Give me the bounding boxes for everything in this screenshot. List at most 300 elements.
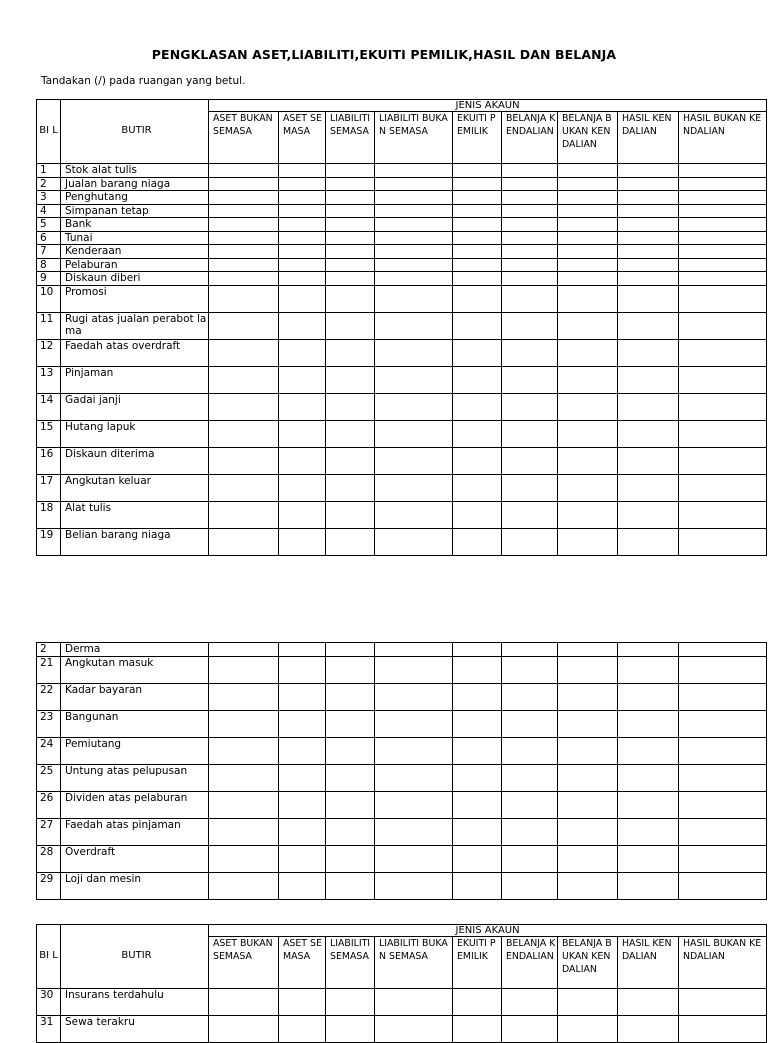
tick-cell[interactable] bbox=[502, 656, 558, 683]
tick-cell[interactable] bbox=[453, 420, 502, 447]
tick-cell[interactable] bbox=[453, 845, 502, 872]
tick-cell[interactable] bbox=[679, 339, 767, 366]
tick-cell[interactable] bbox=[326, 191, 375, 205]
tick-cell[interactable] bbox=[279, 845, 326, 872]
tick-cell[interactable] bbox=[558, 312, 618, 339]
tick-cell[interactable] bbox=[209, 204, 279, 218]
tick-cell[interactable] bbox=[558, 231, 618, 245]
tick-cell[interactable] bbox=[279, 447, 326, 474]
tick-cell[interactable] bbox=[502, 366, 558, 393]
tick-cell[interactable] bbox=[453, 272, 502, 286]
tick-cell[interactable] bbox=[279, 258, 326, 272]
tick-cell[interactable] bbox=[502, 791, 558, 818]
tick-cell[interactable] bbox=[375, 501, 453, 528]
tick-cell[interactable] bbox=[502, 393, 558, 420]
tick-cell[interactable] bbox=[453, 737, 502, 764]
tick-cell[interactable] bbox=[558, 710, 618, 737]
tick-cell[interactable] bbox=[618, 366, 679, 393]
tick-cell[interactable] bbox=[453, 710, 502, 737]
tick-cell[interactable] bbox=[279, 191, 326, 205]
tick-cell[interactable] bbox=[209, 366, 279, 393]
tick-cell[interactable] bbox=[618, 245, 679, 259]
tick-cell[interactable] bbox=[375, 218, 453, 232]
tick-cell[interactable] bbox=[209, 231, 279, 245]
tick-cell[interactable] bbox=[618, 272, 679, 286]
tick-cell[interactable] bbox=[279, 231, 326, 245]
tick-cell[interactable] bbox=[618, 204, 679, 218]
tick-cell[interactable] bbox=[209, 643, 279, 657]
tick-cell[interactable] bbox=[502, 872, 558, 899]
tick-cell[interactable] bbox=[502, 447, 558, 474]
tick-cell[interactable] bbox=[618, 528, 679, 555]
tick-cell[interactable] bbox=[502, 710, 558, 737]
tick-cell[interactable] bbox=[375, 339, 453, 366]
tick-cell[interactable] bbox=[618, 164, 679, 178]
tick-cell[interactable] bbox=[558, 989, 618, 1016]
tick-cell[interactable] bbox=[618, 447, 679, 474]
tick-cell[interactable] bbox=[558, 272, 618, 286]
tick-cell[interactable] bbox=[279, 683, 326, 710]
tick-cell[interactable] bbox=[375, 818, 453, 845]
tick-cell[interactable] bbox=[326, 872, 375, 899]
tick-cell[interactable] bbox=[375, 528, 453, 555]
tick-cell[interactable] bbox=[618, 231, 679, 245]
tick-cell[interactable] bbox=[326, 393, 375, 420]
tick-cell[interactable] bbox=[279, 791, 326, 818]
tick-cell[interactable] bbox=[453, 339, 502, 366]
tick-cell[interactable] bbox=[618, 764, 679, 791]
row-number: 2 bbox=[37, 643, 61, 657]
row-number: 29 bbox=[37, 872, 61, 899]
tick-cell[interactable] bbox=[209, 656, 279, 683]
tick-cell[interactable] bbox=[679, 447, 767, 474]
tick-cell[interactable] bbox=[679, 231, 767, 245]
tick-cell[interactable] bbox=[502, 643, 558, 657]
tick-cell[interactable] bbox=[502, 191, 558, 205]
tick-cell[interactable] bbox=[502, 501, 558, 528]
tick-cell[interactable] bbox=[209, 683, 279, 710]
tick-cell[interactable] bbox=[375, 177, 453, 191]
tick-cell[interactable] bbox=[279, 285, 326, 312]
tick-cell[interactable] bbox=[618, 737, 679, 764]
tick-cell[interactable] bbox=[453, 818, 502, 845]
tick-cell[interactable] bbox=[326, 447, 375, 474]
header-bil: BI L bbox=[37, 925, 61, 989]
tick-cell[interactable] bbox=[375, 393, 453, 420]
tick-cell[interactable] bbox=[375, 643, 453, 657]
tick-cell[interactable] bbox=[558, 474, 618, 501]
tick-cell[interactable] bbox=[209, 447, 279, 474]
tick-cell[interactable] bbox=[375, 312, 453, 339]
tick-cell[interactable] bbox=[375, 231, 453, 245]
tick-cell[interactable] bbox=[502, 474, 558, 501]
tick-cell[interactable] bbox=[209, 218, 279, 232]
tick-cell[interactable] bbox=[279, 710, 326, 737]
tick-cell[interactable] bbox=[618, 501, 679, 528]
table-row bbox=[37, 1016, 767, 1043]
tick-cell[interactable] bbox=[375, 474, 453, 501]
tick-cell[interactable] bbox=[618, 872, 679, 899]
tick-cell[interactable] bbox=[375, 683, 453, 710]
tick-cell[interactable] bbox=[453, 164, 502, 178]
tick-cell[interactable] bbox=[375, 164, 453, 178]
tick-cell[interactable] bbox=[326, 245, 375, 259]
tick-cell[interactable] bbox=[502, 177, 558, 191]
tick-cell[interactable] bbox=[453, 528, 502, 555]
tick-cell[interactable] bbox=[558, 845, 618, 872]
tick-cell[interactable] bbox=[679, 1016, 767, 1043]
tick-cell[interactable] bbox=[326, 643, 375, 657]
tick-cell[interactable] bbox=[375, 204, 453, 218]
tick-cell[interactable] bbox=[679, 191, 767, 205]
tick-cell[interactable] bbox=[502, 245, 558, 259]
tick-cell[interactable] bbox=[453, 683, 502, 710]
tick-cell[interactable] bbox=[679, 656, 767, 683]
tick-cell[interactable] bbox=[453, 447, 502, 474]
tick-cell[interactable] bbox=[679, 420, 767, 447]
tick-cell[interactable] bbox=[326, 737, 375, 764]
tick-cell[interactable] bbox=[618, 474, 679, 501]
tick-cell[interactable] bbox=[618, 258, 679, 272]
tick-cell[interactable] bbox=[375, 1016, 453, 1043]
tick-cell[interactable] bbox=[679, 312, 767, 339]
tick-cell[interactable] bbox=[502, 164, 558, 178]
tick-cell[interactable] bbox=[558, 393, 618, 420]
tick-cell[interactable] bbox=[679, 643, 767, 657]
tick-cell[interactable] bbox=[679, 204, 767, 218]
tick-cell[interactable] bbox=[679, 528, 767, 555]
tick-cell[interactable] bbox=[375, 366, 453, 393]
tick-cell[interactable] bbox=[375, 845, 453, 872]
tick-cell[interactable] bbox=[618, 643, 679, 657]
tick-cell[interactable] bbox=[326, 231, 375, 245]
tick-cell[interactable] bbox=[679, 177, 767, 191]
tick-cell[interactable] bbox=[279, 764, 326, 791]
tick-cell[interactable] bbox=[502, 231, 558, 245]
tick-cell[interactable] bbox=[209, 285, 279, 312]
tick-cell[interactable] bbox=[618, 218, 679, 232]
tick-cell[interactable] bbox=[618, 1016, 679, 1043]
tick-cell[interactable] bbox=[326, 528, 375, 555]
tick-cell[interactable] bbox=[279, 366, 326, 393]
tick-cell[interactable] bbox=[279, 818, 326, 845]
row-number: 10 bbox=[37, 285, 61, 312]
tick-cell[interactable] bbox=[279, 245, 326, 259]
tick-cell[interactable] bbox=[618, 177, 679, 191]
tick-cell[interactable] bbox=[558, 1016, 618, 1043]
tick-cell[interactable] bbox=[453, 474, 502, 501]
tick-cell[interactable] bbox=[209, 177, 279, 191]
tick-cell[interactable] bbox=[679, 474, 767, 501]
tick-cell[interactable] bbox=[453, 191, 502, 205]
tick-cell[interactable] bbox=[679, 710, 767, 737]
tick-cell[interactable] bbox=[502, 764, 558, 791]
tick-cell[interactable] bbox=[375, 420, 453, 447]
tick-cell[interactable] bbox=[502, 272, 558, 286]
tick-cell[interactable] bbox=[453, 245, 502, 259]
tick-cell[interactable] bbox=[453, 231, 502, 245]
tick-cell[interactable] bbox=[558, 285, 618, 312]
tick-cell[interactable] bbox=[279, 989, 326, 1016]
tick-cell[interactable] bbox=[326, 989, 375, 1016]
tick-cell[interactable] bbox=[502, 528, 558, 555]
tick-cell[interactable] bbox=[558, 339, 618, 366]
tick-cell[interactable] bbox=[375, 872, 453, 899]
tick-cell[interactable] bbox=[618, 393, 679, 420]
table-row bbox=[37, 245, 767, 259]
tick-cell[interactable] bbox=[279, 339, 326, 366]
tick-cell[interactable] bbox=[502, 420, 558, 447]
tick-cell[interactable] bbox=[502, 258, 558, 272]
tick-cell[interactable] bbox=[453, 204, 502, 218]
tick-cell[interactable] bbox=[453, 764, 502, 791]
row-number: 11 bbox=[37, 312, 61, 339]
tick-cell[interactable] bbox=[279, 204, 326, 218]
tick-cell[interactable] bbox=[558, 258, 618, 272]
tick-cell[interactable] bbox=[679, 501, 767, 528]
tick-cell[interactable] bbox=[375, 272, 453, 286]
tick-cell[interactable] bbox=[209, 845, 279, 872]
tick-cell[interactable] bbox=[375, 285, 453, 312]
tick-cell[interactable] bbox=[558, 764, 618, 791]
tick-cell[interactable] bbox=[679, 272, 767, 286]
tick-cell[interactable] bbox=[679, 164, 767, 178]
tick-cell[interactable] bbox=[279, 872, 326, 899]
tick-cell[interactable] bbox=[679, 366, 767, 393]
row-item: Diskaun diberi bbox=[61, 272, 209, 286]
tick-cell[interactable] bbox=[375, 710, 453, 737]
tick-cell[interactable] bbox=[279, 501, 326, 528]
tick-cell[interactable] bbox=[375, 191, 453, 205]
tick-cell[interactable] bbox=[209, 764, 279, 791]
tick-cell[interactable] bbox=[558, 177, 618, 191]
tick-cell[interactable] bbox=[502, 737, 558, 764]
tick-cell[interactable] bbox=[453, 177, 502, 191]
tick-cell[interactable] bbox=[279, 420, 326, 447]
tick-cell[interactable] bbox=[679, 737, 767, 764]
tick-cell[interactable] bbox=[618, 191, 679, 205]
tick-cell[interactable] bbox=[209, 791, 279, 818]
tick-cell[interactable] bbox=[558, 872, 618, 899]
tick-cell[interactable] bbox=[375, 791, 453, 818]
tick-cell[interactable] bbox=[326, 818, 375, 845]
row-item: Derma bbox=[61, 643, 209, 657]
tick-cell[interactable] bbox=[453, 872, 502, 899]
tick-cell[interactable] bbox=[558, 204, 618, 218]
tick-cell[interactable] bbox=[558, 366, 618, 393]
tick-cell[interactable] bbox=[679, 872, 767, 899]
tick-cell[interactable] bbox=[502, 683, 558, 710]
tick-cell[interactable] bbox=[375, 245, 453, 259]
tick-cell[interactable] bbox=[558, 656, 618, 683]
tick-cell[interactable] bbox=[209, 1016, 279, 1043]
tick-cell[interactable] bbox=[558, 737, 618, 764]
tick-cell[interactable] bbox=[453, 285, 502, 312]
row-number: 27 bbox=[37, 818, 61, 845]
tick-cell[interactable] bbox=[279, 737, 326, 764]
tick-cell[interactable] bbox=[558, 191, 618, 205]
tick-cell[interactable] bbox=[326, 258, 375, 272]
tick-cell[interactable] bbox=[679, 393, 767, 420]
tick-cell[interactable] bbox=[326, 339, 375, 366]
tick-cell[interactable] bbox=[326, 164, 375, 178]
tick-cell[interactable] bbox=[453, 218, 502, 232]
tick-cell[interactable] bbox=[502, 312, 558, 339]
tick-cell[interactable] bbox=[618, 989, 679, 1016]
tick-cell[interactable] bbox=[558, 683, 618, 710]
tick-cell[interactable] bbox=[326, 764, 375, 791]
tick-cell[interactable] bbox=[326, 1016, 375, 1043]
tick-cell[interactable] bbox=[679, 683, 767, 710]
tick-cell[interactable] bbox=[558, 501, 618, 528]
page-title: PENGKLASAN ASET,LIABILITI,EKUITI PEMILIK,HASIL DAN BELANJA bbox=[151, 47, 617, 62]
tick-cell[interactable] bbox=[618, 818, 679, 845]
tick-cell[interactable] bbox=[453, 393, 502, 420]
tick-cell[interactable] bbox=[453, 791, 502, 818]
tick-cell[interactable] bbox=[326, 791, 375, 818]
tick-cell[interactable] bbox=[502, 204, 558, 218]
tick-cell[interactable] bbox=[502, 989, 558, 1016]
tick-cell[interactable] bbox=[209, 710, 279, 737]
tick-cell[interactable] bbox=[209, 312, 279, 339]
tick-cell[interactable] bbox=[558, 164, 618, 178]
tick-cell[interactable] bbox=[209, 872, 279, 899]
tick-cell[interactable] bbox=[209, 501, 279, 528]
tick-cell[interactable] bbox=[502, 218, 558, 232]
tick-cell[interactable] bbox=[453, 258, 502, 272]
tick-cell[interactable] bbox=[326, 710, 375, 737]
tick-cell[interactable] bbox=[679, 285, 767, 312]
tick-cell[interactable] bbox=[618, 845, 679, 872]
tick-cell[interactable] bbox=[453, 989, 502, 1016]
tick-cell[interactable] bbox=[558, 528, 618, 555]
tick-cell[interactable] bbox=[326, 845, 375, 872]
table-row bbox=[37, 710, 767, 737]
tick-cell[interactable] bbox=[209, 420, 279, 447]
tick-cell[interactable] bbox=[326, 683, 375, 710]
tick-cell[interactable] bbox=[326, 656, 375, 683]
tick-cell[interactable] bbox=[679, 245, 767, 259]
tick-cell[interactable] bbox=[279, 393, 326, 420]
tick-cell[interactable] bbox=[326, 501, 375, 528]
tick-cell[interactable] bbox=[375, 447, 453, 474]
tick-cell[interactable] bbox=[679, 791, 767, 818]
tick-cell[interactable] bbox=[558, 643, 618, 657]
tick-cell[interactable] bbox=[209, 989, 279, 1016]
row-number: 3 bbox=[37, 191, 61, 205]
tick-cell[interactable] bbox=[279, 528, 326, 555]
tick-cell[interactable] bbox=[679, 764, 767, 791]
tick-cell[interactable] bbox=[279, 312, 326, 339]
tick-cell[interactable] bbox=[618, 339, 679, 366]
tick-cell[interactable] bbox=[453, 643, 502, 657]
tick-cell[interactable] bbox=[279, 164, 326, 178]
tick-cell[interactable] bbox=[618, 420, 679, 447]
tick-cell[interactable] bbox=[502, 1016, 558, 1043]
tick-cell[interactable] bbox=[279, 177, 326, 191]
tick-cell[interactable] bbox=[209, 474, 279, 501]
tick-cell[interactable] bbox=[679, 845, 767, 872]
tick-cell[interactable] bbox=[279, 643, 326, 657]
tick-cell[interactable] bbox=[453, 366, 502, 393]
row-number: 14 bbox=[37, 393, 61, 420]
tick-cell[interactable] bbox=[558, 420, 618, 447]
tick-cell[interactable] bbox=[558, 818, 618, 845]
tick-cell[interactable] bbox=[209, 272, 279, 286]
tick-cell[interactable] bbox=[453, 501, 502, 528]
tick-cell[interactable] bbox=[679, 258, 767, 272]
tick-cell[interactable] bbox=[453, 1016, 502, 1043]
tick-cell[interactable] bbox=[618, 312, 679, 339]
tick-cell[interactable] bbox=[279, 1016, 326, 1043]
tick-cell[interactable] bbox=[279, 218, 326, 232]
tick-cell[interactable] bbox=[326, 366, 375, 393]
classification-table-2 bbox=[36, 642, 767, 900]
tick-cell[interactable] bbox=[375, 989, 453, 1016]
tick-cell[interactable] bbox=[209, 339, 279, 366]
tick-cell[interactable] bbox=[326, 312, 375, 339]
tick-cell[interactable] bbox=[375, 764, 453, 791]
tick-cell[interactable] bbox=[326, 420, 375, 447]
tick-cell[interactable] bbox=[209, 393, 279, 420]
tick-cell[interactable] bbox=[453, 656, 502, 683]
tick-cell[interactable] bbox=[375, 656, 453, 683]
tick-cell[interactable] bbox=[326, 177, 375, 191]
tick-cell[interactable] bbox=[375, 737, 453, 764]
tick-cell[interactable] bbox=[453, 312, 502, 339]
tick-cell[interactable] bbox=[375, 258, 453, 272]
tick-cell[interactable] bbox=[502, 285, 558, 312]
tick-cell[interactable] bbox=[209, 818, 279, 845]
tick-cell[interactable] bbox=[326, 218, 375, 232]
tick-cell[interactable] bbox=[618, 683, 679, 710]
tick-cell[interactable] bbox=[209, 737, 279, 764]
tick-cell[interactable] bbox=[679, 818, 767, 845]
tick-cell[interactable] bbox=[279, 656, 326, 683]
row-item: Loji dan mesin bbox=[61, 872, 209, 899]
tick-cell[interactable] bbox=[326, 474, 375, 501]
tick-cell[interactable] bbox=[209, 258, 279, 272]
tick-cell[interactable] bbox=[679, 218, 767, 232]
tick-cell[interactable] bbox=[502, 818, 558, 845]
header-column: ASET SEMASA bbox=[279, 112, 326, 164]
tick-cell[interactable] bbox=[209, 191, 279, 205]
tick-cell[interactable] bbox=[679, 989, 767, 1016]
tick-cell[interactable] bbox=[618, 791, 679, 818]
tick-cell[interactable] bbox=[209, 245, 279, 259]
tick-cell[interactable] bbox=[326, 285, 375, 312]
tick-cell[interactable] bbox=[279, 272, 326, 286]
tick-cell[interactable] bbox=[326, 204, 375, 218]
table-row bbox=[37, 231, 767, 245]
tick-cell[interactable] bbox=[209, 164, 279, 178]
tick-cell[interactable] bbox=[558, 447, 618, 474]
tick-cell[interactable] bbox=[279, 474, 326, 501]
row-number: 22 bbox=[37, 683, 61, 710]
tick-cell[interactable] bbox=[558, 791, 618, 818]
header-butir: BUTIR bbox=[61, 100, 209, 164]
tick-cell[interactable] bbox=[618, 285, 679, 312]
tick-cell[interactable] bbox=[502, 845, 558, 872]
tick-cell[interactable] bbox=[618, 710, 679, 737]
tick-cell[interactable] bbox=[502, 339, 558, 366]
tick-cell[interactable] bbox=[558, 245, 618, 259]
tick-cell[interactable] bbox=[618, 656, 679, 683]
tick-cell[interactable] bbox=[209, 528, 279, 555]
tick-cell[interactable] bbox=[558, 218, 618, 232]
tick-cell[interactable] bbox=[326, 272, 375, 286]
row-number: 26 bbox=[37, 791, 61, 818]
